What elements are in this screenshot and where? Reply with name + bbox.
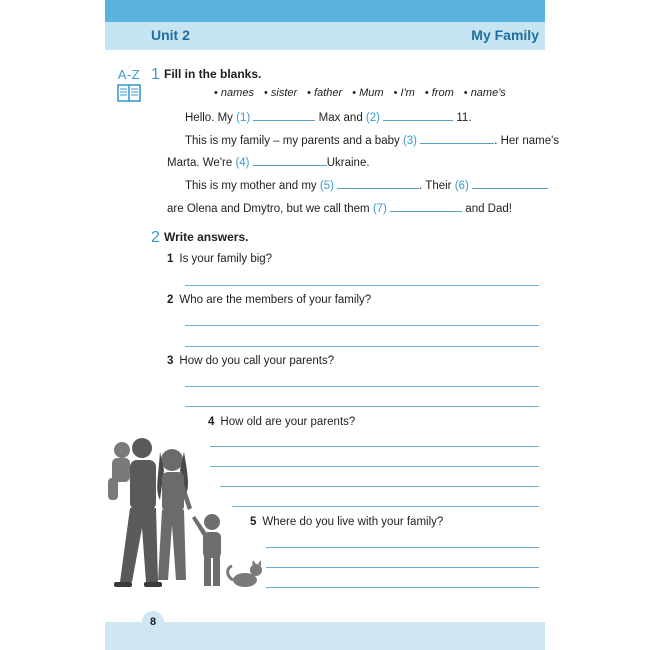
unit-label: Unit 2: [151, 27, 190, 43]
question-3: [167, 355, 334, 367]
answer-line[interactable]: [232, 506, 539, 507]
baby-figure: [108, 442, 130, 500]
answer-line[interactable]: [185, 285, 539, 286]
page-header: [105, 22, 545, 50]
answer-line[interactable]: [185, 406, 539, 407]
top-color-strip: [105, 0, 545, 22]
exercise-1-number: 1: [151, 66, 160, 83]
cat-figure: [228, 560, 262, 587]
question-number: 3: [167, 355, 174, 367]
question-text: Who are the members of your family?: [179, 294, 372, 306]
question-1: [167, 253, 272, 265]
question-text: How old are your parents?: [220, 416, 356, 428]
question-number: 4: [208, 416, 215, 428]
question-text: Where do you live with your family?: [262, 516, 444, 528]
question-text: How do you call your parents?: [179, 355, 335, 367]
answer-line[interactable]: [266, 547, 539, 548]
blank-number: (5): [319, 180, 334, 192]
book-icon: [117, 84, 141, 102]
boy-figure: [192, 514, 221, 586]
fill-line-3: [167, 155, 370, 169]
fill-line-4: [185, 178, 548, 192]
sentence-text: Ukraine.: [326, 157, 370, 169]
blank-number: (7): [372, 203, 387, 215]
az-label: A-Z: [117, 67, 141, 82]
sentence-text: . Their: [419, 180, 452, 192]
exercise-2-number: 2: [151, 229, 160, 246]
sentence-text: 11.: [456, 112, 472, 124]
question-number: 5: [250, 516, 257, 528]
sentence-text: Hello. My: [185, 112, 233, 124]
word-bank: [214, 87, 506, 99]
answer-line[interactable]: [266, 567, 539, 568]
page-footer: [105, 622, 545, 650]
answer-line[interactable]: [266, 587, 539, 588]
question-5: [250, 516, 443, 528]
blank-field-2[interactable]: [383, 110, 453, 121]
blank-number: (4): [235, 157, 250, 169]
word-bank-item: • from: [425, 87, 454, 99]
sentence-text: Max and: [318, 112, 363, 124]
sentence-text: are Olena and Dmytro, but we call them: [167, 203, 370, 215]
question-2: [167, 294, 371, 306]
mother-figure: [157, 449, 192, 580]
word-bank-item: • Mum: [352, 87, 383, 99]
fill-line-5: [167, 201, 512, 215]
sentence-text: This is my family – my parents and a baby: [185, 135, 400, 147]
sentence-text: Marta. We're: [167, 157, 233, 169]
blank-number: (1): [236, 112, 251, 124]
blank-field-1[interactable]: [253, 110, 315, 121]
word-bank-item: • names: [214, 87, 254, 99]
blank-field-7[interactable]: [390, 201, 462, 212]
blank-field-3[interactable]: [420, 133, 494, 144]
sentence-text: . Her name's: [494, 135, 560, 147]
exercise-1-instruction: Fill in the blanks.: [164, 67, 262, 81]
blank-number: (2): [365, 112, 380, 124]
exercise-2-instruction: Write answers.: [164, 230, 249, 244]
family-illustration: [100, 430, 270, 600]
word-bank-item: • sister: [264, 87, 297, 99]
page-number: 8: [142, 611, 164, 633]
blank-number: (3): [402, 135, 418, 147]
blank-number: (6): [454, 180, 469, 192]
page-title: My Family: [471, 27, 539, 43]
question-4: [208, 416, 355, 428]
question-text: Is your family big?: [179, 253, 273, 265]
vocabulary-badge: [114, 67, 144, 107]
answer-line[interactable]: [185, 346, 539, 347]
blank-field-6[interactable]: [472, 178, 548, 189]
question-number: 2: [167, 294, 174, 306]
word-bank-item: • I'm: [394, 87, 415, 99]
sentence-text: This is my mother and my: [185, 180, 317, 192]
answer-line[interactable]: [185, 386, 539, 387]
fill-line-1: [185, 110, 472, 124]
word-bank-item: • father: [307, 87, 342, 99]
word-bank-item: • name's: [464, 87, 506, 99]
blank-field-5[interactable]: [337, 178, 419, 189]
blank-field-4[interactable]: [253, 155, 327, 166]
sentence-text: and Dad!: [465, 203, 512, 215]
answer-line[interactable]: [185, 325, 539, 326]
question-number: 1: [167, 253, 174, 265]
fill-line-2: [185, 133, 559, 147]
